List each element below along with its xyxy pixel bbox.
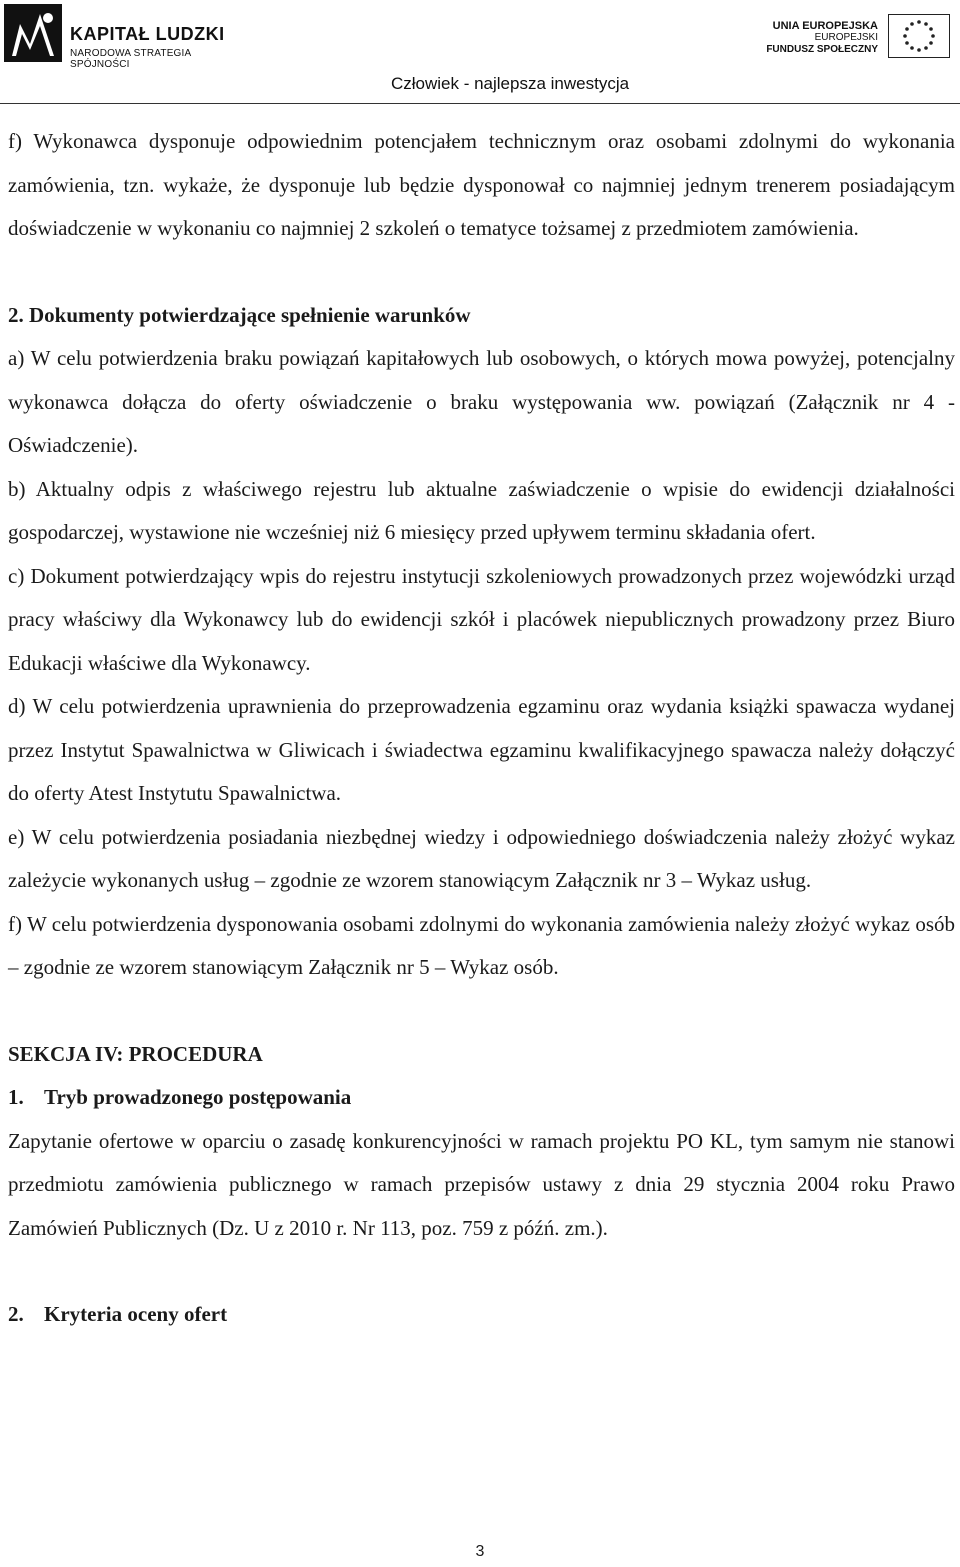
kapital-ludzki-subtitle: NARODOWA STRATEGIA SPÓJNOŚCI — [70, 48, 191, 70]
page-number: 3 — [475, 1543, 485, 1560]
heading-section-iv: SEKCJA IV: PROCEDURA — [8, 1041, 263, 1066]
heading-evaluation-criteria — [8, 1293, 955, 1337]
eu-flag-icon — [888, 14, 950, 58]
heading-text: Kryteria oceny ofert — [44, 1302, 228, 1326]
eu-logo-text — [766, 20, 878, 56]
heading-number: 1. — [8, 1085, 24, 1109]
spacer — [8, 990, 955, 1033]
paragraph-e: e) W celu potwierdzenia posiadania niezbędnej wiedzy i odpowiedniego doświadczenia należy złożyć wykaz zależycie wykonanych usług – zgodnie ze wzorem stanowiącym Załącznik nr 3 – Wykaz usług. — [8, 824, 955, 892]
spacer — [8, 1250, 955, 1293]
header-divider — [0, 103, 960, 104]
paragraph-d: d) W celu potwierdzenia uprawnienia do przeprowadzenia egzaminu oraz wydania książki spawacza wydanej przez Instytut Spawalnictwa w Gliwicach i świadectwa egzaminu kwalifikacyjnego spawacza należy dołączyć do oferty Atest Instytutu Spawalnictwa. — [8, 694, 955, 805]
header-slogan: Człowiek - najlepsza inwestycja — [390, 74, 630, 93]
heading-documents: 2. Dokumenty potwierdzające spełnienie warunków — [8, 302, 471, 327]
paragraph-procedure: Zapytanie ofertowe w oparciu o zasadę konkurencyjności w ramach projektu PO KL, tym samym nie stanowi przedmiotu zamówienia publicznego w ramach przepisów ustawy z dnia 29 stycznia 2004 roku Prawo Zamówień Publicznych (Dz. U z 2010 r. Nr 113, poz. 759 z późń. zm.). — [8, 1128, 955, 1240]
eu-logo-line3: FUNDUSZ SPOŁECZNY — [766, 44, 878, 55]
kapital-ludzki-logo — [4, 4, 240, 70]
document-body — [8, 120, 955, 1337]
paragraph-f: f) W celu potwierdzenia dysponowania osobami zdolnymi do wykonania zamówienia należy złożyć wykaz osób – zgodnie ze wzorem stanowiącym Załącznik nr 5 – Wykaz osób. — [8, 911, 955, 979]
kapital-ludzki-title: KAPITAŁ LUDZKI — [70, 24, 225, 44]
eu-logo-line2: EUROPEJSKI — [814, 32, 878, 43]
spacer — [8, 251, 955, 294]
heading-procedure-mode — [8, 1076, 955, 1120]
kapital-ludzki-emblem-icon — [4, 4, 62, 62]
heading-number: 2. — [8, 1302, 24, 1326]
paragraph-b: b) Aktualny odpis z właściwego rejestru lub aktualne zaświadczenie o wpisie do ewidencji działalności gospodarczej, wystawione nie wcześniej niż 6 miesięcy przed upływem terminu składania ofert. — [8, 476, 955, 544]
paragraph-f-intro: f) Wykonawca dysponuje odpowiednim potencjałem technicznym oraz osobami zdolnymi do wykonania zamówienia, tzn. wykaże, że dysponuje lub będzie dysponował co najmniej jednym trenerem posiadającym doświadczenie w wykonaniu co najmniej 2 szkoleń o tematyce tożsamej z przedmiotem zamówienia. — [8, 129, 955, 240]
heading-text: Tryb prowadzonego postępowania — [44, 1085, 352, 1109]
paragraph-c: c) Dokument potwierdzający wpis do rejestru instytucji szkoleniowych prowadzonych przez wojewódzki urząd pracy właściwy dla Wykonawcy lub do ewidencji szkół i placówek niepublicznych prowadzony przez Biuro Edukacji właściwe dla Wykonawcy. — [8, 563, 955, 675]
page-header — [0, 0, 960, 110]
eu-logo-line1: UNIA EUROPEJSKA — [772, 20, 878, 32]
paragraph-a: a) W celu potwierdzenia braku powiązań kapitałowych lub osobowych, o których mowa powyżej, potencjalny wykonawca dołącza do oferty oświadczenie o braku występowania ww. powiązań (Załącznik nr 4 - Oświadczenie). — [8, 346, 955, 457]
eu-logo — [760, 10, 960, 70]
